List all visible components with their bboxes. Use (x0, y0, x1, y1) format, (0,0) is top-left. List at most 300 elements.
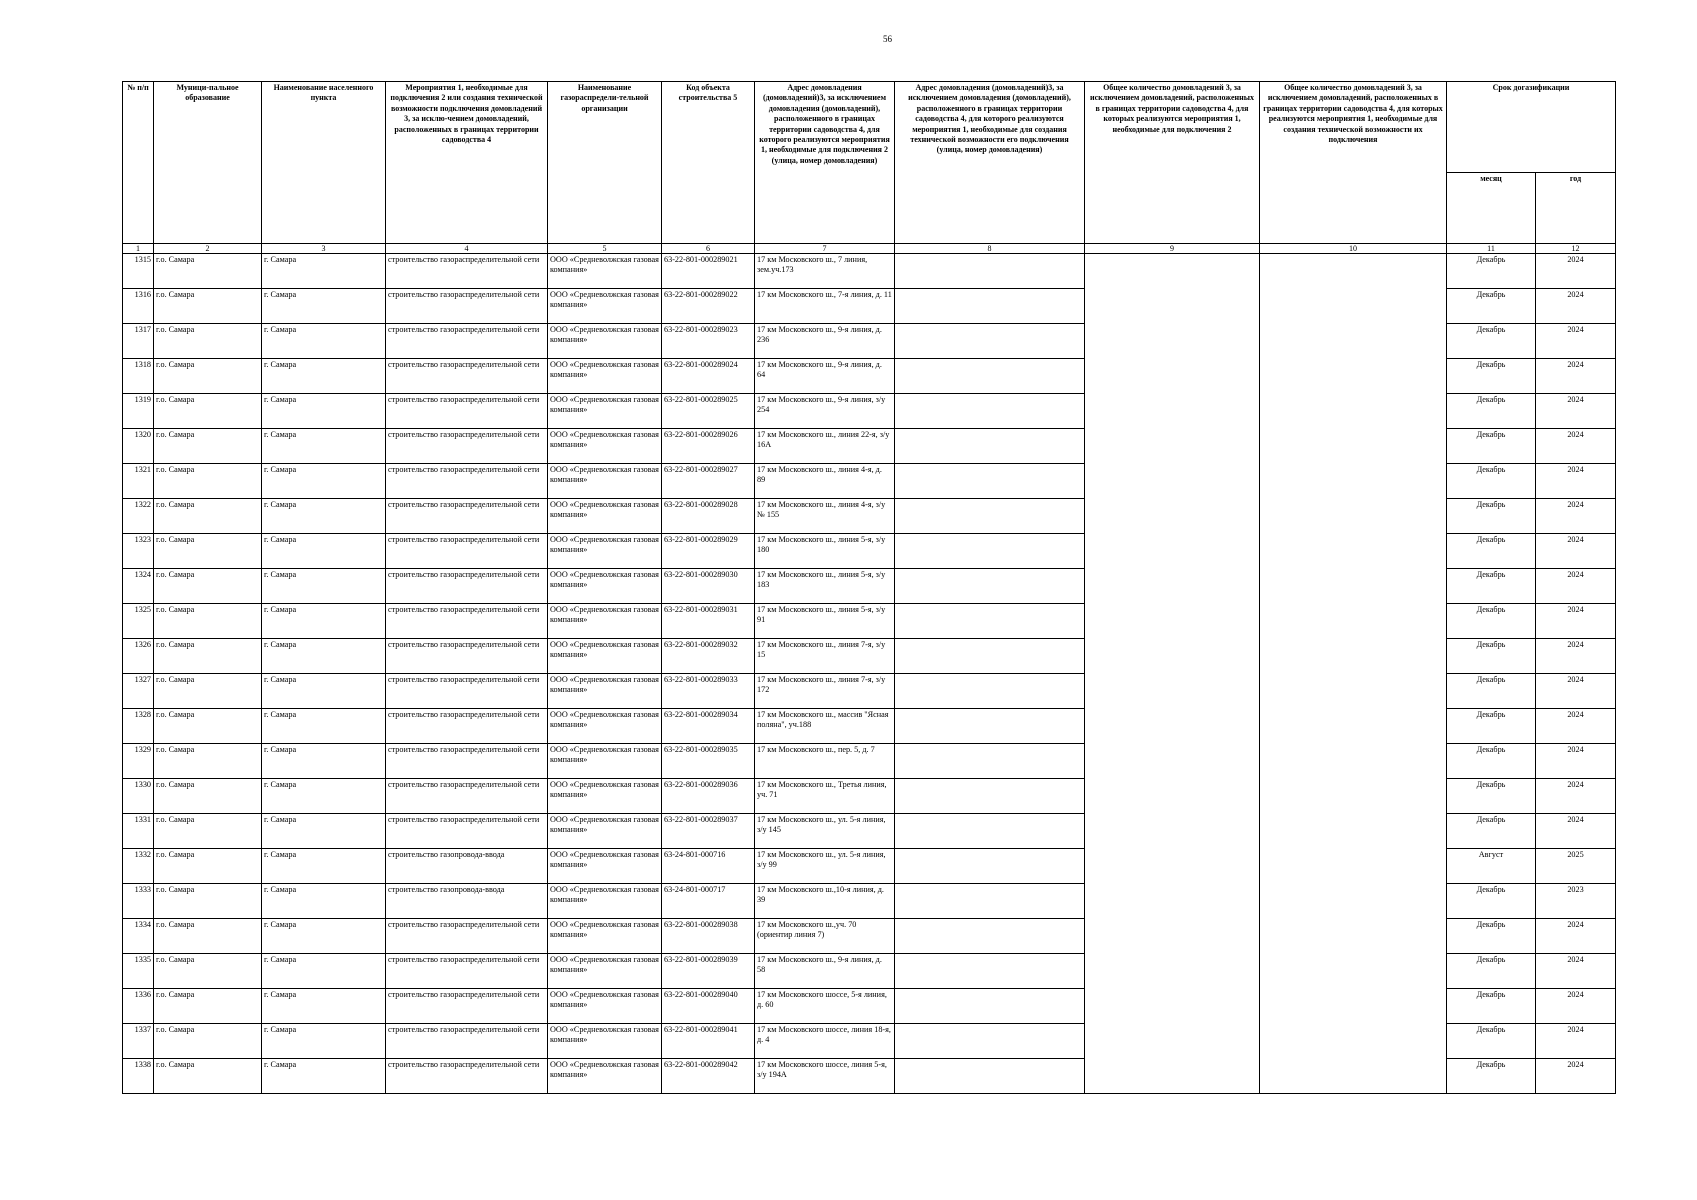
measures-cell: строительство газораспределительной сети (386, 499, 548, 534)
address-technical-cell (895, 464, 1085, 499)
row-number: 1317 (123, 324, 154, 359)
address-technical-cell (895, 534, 1085, 569)
municipality-cell: г.о. Самара (154, 289, 262, 324)
address-cell: 17 км Московского ш., массив "Ясная поляна", уч.188 (755, 709, 895, 744)
measures-cell: строительство газораспределительной сети (386, 814, 548, 849)
count-connection-cell (1085, 919, 1260, 954)
object-code-cell: 63-22-801-000289041 (662, 1024, 755, 1059)
address-technical-cell (895, 254, 1085, 289)
municipality-cell: г.о. Самара (154, 1059, 262, 1094)
measures-cell: строительство газораспределительной сети (386, 744, 548, 779)
organization-cell: ООО «Средневолжская газовая компания» (548, 849, 662, 884)
measures-cell: строительство газораспределительной сети (386, 394, 548, 429)
address-cell: 17 км Московского ш., 7 линия, зем.уч.173 (755, 254, 895, 289)
count-connection-cell (1085, 849, 1260, 884)
column-number: 11 (1447, 244, 1536, 254)
year-cell: 2024 (1536, 989, 1616, 1024)
address-cell: 17 км Московского ш., линия 7-я, з/у 172 (755, 674, 895, 709)
count-connection-cell (1085, 604, 1260, 639)
object-code-cell: 63-22-801-000289022 (662, 289, 755, 324)
row-number: 1336 (123, 989, 154, 1024)
count-technical-cell (1260, 569, 1447, 604)
row-number: 1327 (123, 674, 154, 709)
address-technical-cell (895, 779, 1085, 814)
count-connection-cell (1085, 394, 1260, 429)
row-number: 1331 (123, 814, 154, 849)
measures-cell: строительство газораспределительной сети (386, 569, 548, 604)
row-number: 1324 (123, 569, 154, 604)
table-row (123, 534, 1616, 569)
measures-cell: строительство газораспределительной сети (386, 989, 548, 1024)
address-cell: 17 км Московского ш., 9-я линия, д. 64 (755, 359, 895, 394)
header-address-technical: Адрес домовладения (домовладений)3, за исключением домовладения (домовладений), расположенного в границах территории садоводства 4, для которого реализуются мероприятия 1, необходимые для создания технической возможности его подключения (улица, номер домовладения) (895, 82, 1085, 244)
object-code-cell: 63-22-801-000289039 (662, 954, 755, 989)
count-technical-cell (1260, 289, 1447, 324)
count-connection-cell (1085, 324, 1260, 359)
row-number: 1320 (123, 429, 154, 464)
object-code-cell: 63-22-801-000289040 (662, 989, 755, 1024)
count-connection-cell (1085, 709, 1260, 744)
address-cell: 17 км Московского ш.,10-я линия, д. 39 (755, 884, 895, 919)
table-row (123, 709, 1616, 744)
count-technical-cell (1260, 674, 1447, 709)
object-code-cell: 63-22-801-000289024 (662, 359, 755, 394)
municipality-cell: г.о. Самара (154, 639, 262, 674)
address-technical-cell (895, 744, 1085, 779)
year-cell: 2024 (1536, 1059, 1616, 1094)
count-technical-cell (1260, 464, 1447, 499)
table-row (123, 884, 1616, 919)
address-cell: 17 км Московского ш., Третья линия, уч. 71 (755, 779, 895, 814)
address-cell: 17 км Московского ш., линия 4-я, з/у № 155 (755, 499, 895, 534)
address-technical-cell (895, 359, 1085, 394)
organization-cell: ООО «Средневолжская газовая компания» (548, 639, 662, 674)
address-cell: 17 км Московского ш., ул. 5-я линия, з/у 145 (755, 814, 895, 849)
address-cell: 17 км Московского ш.,уч. 70 (ориентир линия 7) (755, 919, 895, 954)
address-cell: 17 км Московского ш., 9-я линия, д. 236 (755, 324, 895, 359)
column-number: 9 (1085, 244, 1260, 254)
address-technical-cell (895, 569, 1085, 604)
object-code-cell: 63-22-801-000289042 (662, 1059, 755, 1094)
count-technical-cell (1260, 1059, 1447, 1094)
count-connection-cell (1085, 814, 1260, 849)
address-technical-cell (895, 639, 1085, 674)
object-code-cell: 63-22-801-000289036 (662, 779, 755, 814)
count-connection-cell (1085, 744, 1260, 779)
settlement-cell: г. Самара (262, 429, 386, 464)
table-row (123, 464, 1616, 499)
address-technical-cell (895, 919, 1085, 954)
address-cell: 17 км Московского ш., линия 5-я, з/у 183 (755, 569, 895, 604)
settlement-cell: г. Самара (262, 639, 386, 674)
settlement-cell: г. Самара (262, 919, 386, 954)
address-cell: 17 км Московского ш., линия 5-я, з/у 180 (755, 534, 895, 569)
settlement-cell: г. Самара (262, 569, 386, 604)
count-technical-cell (1260, 919, 1447, 954)
address-cell: 17 км Московского ш., ул. 5-я линия, з/у 99 (755, 849, 895, 884)
table-row (123, 919, 1616, 954)
header-address-connection: Адрес домовладения (домовладений)3, за исключением домовладения (домовладений), расположенного в границах территории садоводства 4, для которого реализуются мероприятия 1, необходимые для подключения 2 (улица, номер домовладения) (755, 82, 895, 244)
address-cell: 17 км Московского ш., линия 7-я, з/у 15 (755, 639, 895, 674)
object-code-cell: 63-22-801-000289028 (662, 499, 755, 534)
measures-cell: строительство газораспределительной сети (386, 324, 548, 359)
measures-cell: строительство газораспределительной сети (386, 954, 548, 989)
organization-cell: ООО «Средневолжская газовая компания» (548, 289, 662, 324)
settlement-cell: г. Самара (262, 744, 386, 779)
address-cell: 17 км Московского ш., пер. 5, д. 7 (755, 744, 895, 779)
year-cell: 2024 (1536, 639, 1616, 674)
month-cell: Декабрь (1447, 954, 1536, 989)
month-cell: Декабрь (1447, 709, 1536, 744)
column-number: 7 (755, 244, 895, 254)
organization-cell: ООО «Средневолжская газовая компания» (548, 394, 662, 429)
table-row (123, 359, 1616, 394)
organization-cell: ООО «Средневолжская газовая компания» (548, 254, 662, 289)
address-technical-cell (895, 604, 1085, 639)
count-technical-cell (1260, 604, 1447, 639)
municipality-cell: г.о. Самара (154, 1024, 262, 1059)
address-technical-cell (895, 849, 1085, 884)
organization-cell: ООО «Средневолжская газовая компания» (548, 954, 662, 989)
table-row (123, 814, 1616, 849)
municipality-cell: г.о. Самара (154, 989, 262, 1024)
year-cell: 2024 (1536, 394, 1616, 429)
organization-cell: ООО «Средневолжская газовая компания» (548, 989, 662, 1024)
column-number: 1 (123, 244, 154, 254)
table-row (123, 499, 1616, 534)
table-row (123, 744, 1616, 779)
municipality-cell: г.о. Самара (154, 254, 262, 289)
table-row (123, 324, 1616, 359)
settlement-cell: г. Самара (262, 954, 386, 989)
header-number: № п/п (123, 82, 154, 244)
municipality-cell: г.о. Самара (154, 744, 262, 779)
count-technical-cell (1260, 709, 1447, 744)
count-connection-cell (1085, 289, 1260, 324)
count-technical-cell (1260, 779, 1447, 814)
year-cell: 2024 (1536, 569, 1616, 604)
organization-cell: ООО «Средневолжская газовая компания» (548, 1059, 662, 1094)
object-code-cell: 63-24-801-000716 (662, 849, 755, 884)
measures-cell: строительство газораспределительной сети (386, 779, 548, 814)
row-number: 1315 (123, 254, 154, 289)
count-technical-cell (1260, 639, 1447, 674)
count-connection-cell (1085, 674, 1260, 709)
measures-cell: строительство газораспределительной сети (386, 534, 548, 569)
count-technical-cell (1260, 254, 1447, 289)
count-connection-cell (1085, 254, 1260, 289)
row-number: 1322 (123, 499, 154, 534)
page-number: 56 (883, 34, 892, 44)
table-row (123, 569, 1616, 604)
table-row (123, 604, 1616, 639)
organization-cell: ООО «Средневолжская газовая компания» (548, 604, 662, 639)
row-number: 1330 (123, 779, 154, 814)
municipality-cell: г.о. Самара (154, 849, 262, 884)
month-cell: Декабрь (1447, 534, 1536, 569)
measures-cell: строительство газораспределительной сети (386, 709, 548, 744)
address-technical-cell (895, 989, 1085, 1024)
object-code-cell: 63-22-801-000289025 (662, 394, 755, 429)
year-cell: 2024 (1536, 919, 1616, 954)
address-cell: 17 км Московского ш., 9-я линия, з/у 254 (755, 394, 895, 429)
count-technical-cell (1260, 814, 1447, 849)
count-connection-cell (1085, 884, 1260, 919)
count-technical-cell (1260, 429, 1447, 464)
address-cell: 17 км Московского ш., 9-я линия, д. 58 (755, 954, 895, 989)
year-cell: 2024 (1536, 429, 1616, 464)
object-code-cell: 63-22-801-000289038 (662, 919, 755, 954)
year-cell: 2024 (1536, 779, 1616, 814)
row-number: 1326 (123, 639, 154, 674)
table-row (123, 254, 1616, 289)
organization-cell: ООО «Средневолжская газовая компания» (548, 884, 662, 919)
municipality-cell: г.о. Самара (154, 394, 262, 429)
count-connection-cell (1085, 429, 1260, 464)
address-technical-cell (895, 709, 1085, 744)
measures-cell: строительство газораспределительной сети (386, 604, 548, 639)
count-technical-cell (1260, 499, 1447, 534)
municipality-cell: г.о. Самара (154, 359, 262, 394)
measures-cell: строительство газораспределительной сети (386, 639, 548, 674)
count-connection-cell (1085, 499, 1260, 534)
year-cell: 2024 (1536, 1024, 1616, 1059)
measures-cell: строительство газораспределительной сети (386, 1024, 548, 1059)
month-cell: Декабрь (1447, 254, 1536, 289)
organization-cell: ООО «Средневолжская газовая компания» (548, 499, 662, 534)
organization-cell: ООО «Средневолжская газовая компания» (548, 534, 662, 569)
measures-cell: строительство газораспределительной сети (386, 674, 548, 709)
header-organization: Наименование газораспредели-тельной организации (548, 82, 662, 244)
settlement-cell: г. Самара (262, 1024, 386, 1059)
count-connection-cell (1085, 569, 1260, 604)
municipality-cell: г.о. Самара (154, 604, 262, 639)
month-cell: Декабрь (1447, 324, 1536, 359)
organization-cell: ООО «Средневолжская газовая компания» (548, 919, 662, 954)
year-cell: 2024 (1536, 499, 1616, 534)
count-technical-cell (1260, 1024, 1447, 1059)
column-number: 6 (662, 244, 755, 254)
column-number: 10 (1260, 244, 1447, 254)
address-cell: 17 км Московского шоссе, линия 5-я, з/у 194А (755, 1059, 895, 1094)
count-technical-cell (1260, 849, 1447, 884)
header-year: год (1536, 173, 1616, 244)
count-connection-cell (1085, 534, 1260, 569)
year-cell: 2024 (1536, 954, 1616, 989)
organization-cell: ООО «Средневолжская газовая компания» (548, 779, 662, 814)
header-gasification-term: Срок догазификации (1447, 82, 1616, 173)
row-number: 1333 (123, 884, 154, 919)
table-row (123, 849, 1616, 884)
month-cell: Август (1447, 849, 1536, 884)
address-technical-cell (895, 394, 1085, 429)
object-code-cell: 63-22-801-000289032 (662, 639, 755, 674)
month-cell: Декабрь (1447, 989, 1536, 1024)
month-cell: Декабрь (1447, 1059, 1536, 1094)
address-cell: 17 км Московского шоссе, линия 18-я, д. 4 (755, 1024, 895, 1059)
column-number-row (123, 244, 1616, 254)
table-row (123, 779, 1616, 814)
count-technical-cell (1260, 394, 1447, 429)
municipality-cell: г.о. Самара (154, 814, 262, 849)
organization-cell: ООО «Средневолжская газовая компания» (548, 359, 662, 394)
month-cell: Декабрь (1447, 289, 1536, 324)
object-code-cell: 63-22-801-000289035 (662, 744, 755, 779)
municipality-cell: г.о. Самара (154, 324, 262, 359)
header-count-connection: Общее количество домовладений 3, за исключением домовладений, расположенных в границах территории садоводства 4, для которых реализуются мероприятия 1, необходимые для подключения 2 (1085, 82, 1260, 244)
settlement-cell: г. Самара (262, 499, 386, 534)
measures-cell: строительство газораспределительной сети (386, 254, 548, 289)
municipality-cell: г.о. Самара (154, 674, 262, 709)
header-municipality: Муници-пальное образование (154, 82, 262, 244)
table-row (123, 674, 1616, 709)
address-technical-cell (895, 954, 1085, 989)
row-number: 1323 (123, 534, 154, 569)
settlement-cell: г. Самара (262, 1059, 386, 1094)
column-number: 12 (1536, 244, 1616, 254)
municipality-cell: г.о. Самара (154, 499, 262, 534)
table-row (123, 1024, 1616, 1059)
measures-cell: строительство газораспределительной сети (386, 919, 548, 954)
table-row (123, 954, 1616, 989)
row-number: 1319 (123, 394, 154, 429)
count-technical-cell (1260, 954, 1447, 989)
year-cell: 2024 (1536, 464, 1616, 499)
year-cell: 2024 (1536, 254, 1616, 289)
row-number: 1332 (123, 849, 154, 884)
object-code-cell: 63-22-801-000289034 (662, 709, 755, 744)
object-code-cell: 63-22-801-000289033 (662, 674, 755, 709)
count-connection-cell (1085, 1059, 1260, 1094)
settlement-cell: г. Самара (262, 534, 386, 569)
municipality-cell: г.о. Самара (154, 919, 262, 954)
count-connection-cell (1085, 989, 1260, 1024)
row-number: 1338 (123, 1059, 154, 1094)
organization-cell: ООО «Средневолжская газовая компания» (548, 709, 662, 744)
count-connection-cell (1085, 359, 1260, 394)
month-cell: Декабрь (1447, 604, 1536, 639)
year-cell: 2024 (1536, 674, 1616, 709)
month-cell: Декабрь (1447, 884, 1536, 919)
settlement-cell: г. Самара (262, 674, 386, 709)
organization-cell: ООО «Средневолжская газовая компания» (548, 674, 662, 709)
column-number: 5 (548, 244, 662, 254)
table-row (123, 989, 1616, 1024)
header-month: месяц (1447, 173, 1536, 244)
address-cell: 17 км Московского ш., 7-я линия, д. 11 (755, 289, 895, 324)
object-code-cell: 63-24-801-000717 (662, 884, 755, 919)
settlement-cell: г. Самара (262, 289, 386, 324)
row-number: 1318 (123, 359, 154, 394)
month-cell: Декабрь (1447, 744, 1536, 779)
count-technical-cell (1260, 989, 1447, 1024)
address-technical-cell (895, 324, 1085, 359)
municipality-cell: г.о. Самара (154, 709, 262, 744)
row-number: 1325 (123, 604, 154, 639)
settlement-cell: г. Самара (262, 779, 386, 814)
row-number: 1316 (123, 289, 154, 324)
table-row (123, 289, 1616, 324)
count-connection-cell (1085, 464, 1260, 499)
row-number: 1329 (123, 744, 154, 779)
month-cell: Декабрь (1447, 779, 1536, 814)
municipality-cell: г.о. Самара (154, 569, 262, 604)
table-row (123, 639, 1616, 674)
settlement-cell: г. Самара (262, 324, 386, 359)
municipality-cell: г.о. Самара (154, 534, 262, 569)
address-technical-cell (895, 674, 1085, 709)
organization-cell: ООО «Средневолжская газовая компания» (548, 429, 662, 464)
address-cell: 17 км Московского ш., линия 4-я, д. 89 (755, 464, 895, 499)
measures-cell: строительство газопровода-ввода (386, 884, 548, 919)
municipality-cell: г.о. Самара (154, 884, 262, 919)
organization-cell: ООО «Средневолжская газовая компания» (548, 324, 662, 359)
municipality-cell: г.о. Самара (154, 464, 262, 499)
object-code-cell: 63-22-801-000289021 (662, 254, 755, 289)
address-technical-cell (895, 1024, 1085, 1059)
settlement-cell: г. Самара (262, 604, 386, 639)
settlement-cell: г. Самара (262, 814, 386, 849)
count-connection-cell (1085, 779, 1260, 814)
year-cell: 2023 (1536, 884, 1616, 919)
organization-cell: ООО «Средневолжская газовая компания» (548, 569, 662, 604)
year-cell: 2024 (1536, 744, 1616, 779)
settlement-cell: г. Самара (262, 254, 386, 289)
address-cell: 17 км Московского ш., линия 22-я, з/у 16А (755, 429, 895, 464)
settlement-cell: г. Самара (262, 884, 386, 919)
organization-cell: ООО «Средневолжская газовая компания» (548, 744, 662, 779)
measures-cell: строительство газораспределительной сети (386, 429, 548, 464)
count-technical-cell (1260, 884, 1447, 919)
table-row (123, 1059, 1616, 1094)
address-technical-cell (895, 1059, 1085, 1094)
month-cell: Декабрь (1447, 499, 1536, 534)
settlement-cell: г. Самара (262, 464, 386, 499)
year-cell: 2025 (1536, 849, 1616, 884)
count-technical-cell (1260, 744, 1447, 779)
month-cell: Декабрь (1447, 639, 1536, 674)
table-row (123, 394, 1616, 429)
municipality-cell: г.о. Самара (154, 429, 262, 464)
organization-cell: ООО «Средневолжская газовая компания» (548, 1024, 662, 1059)
address-cell: 17 км Московского ш., линия 5-я, з/у 91 (755, 604, 895, 639)
count-technical-cell (1260, 534, 1447, 569)
column-number: 2 (154, 244, 262, 254)
measures-cell: строительство газораспределительной сети (386, 1059, 548, 1094)
address-technical-cell (895, 499, 1085, 534)
column-number: 8 (895, 244, 1085, 254)
settlement-cell: г. Самара (262, 849, 386, 884)
year-cell: 2024 (1536, 359, 1616, 394)
month-cell: Декабрь (1447, 429, 1536, 464)
address-technical-cell (895, 289, 1085, 324)
settlement-cell: г. Самара (262, 359, 386, 394)
count-technical-cell (1260, 324, 1447, 359)
object-code-cell: 63-22-801-000289027 (662, 464, 755, 499)
object-code-cell: 63-22-801-000289026 (662, 429, 755, 464)
object-code-cell: 63-22-801-000289030 (662, 569, 755, 604)
object-code-cell: 63-22-801-000289023 (662, 324, 755, 359)
municipality-cell: г.о. Самара (154, 954, 262, 989)
month-cell: Декабрь (1447, 919, 1536, 954)
row-number: 1334 (123, 919, 154, 954)
table-row (123, 429, 1616, 464)
address-technical-cell (895, 429, 1085, 464)
header-measures: Мероприятия 1, необходимые для подключения 2 или создания технической возможности подключения домовладений 3, за исклю-чением домовладений, расположенных в границах территории садоводства 4 (386, 82, 548, 244)
year-cell: 2024 (1536, 709, 1616, 744)
object-code-cell: 63-22-801-000289037 (662, 814, 755, 849)
measures-cell: строительство газораспределительной сети (386, 464, 548, 499)
